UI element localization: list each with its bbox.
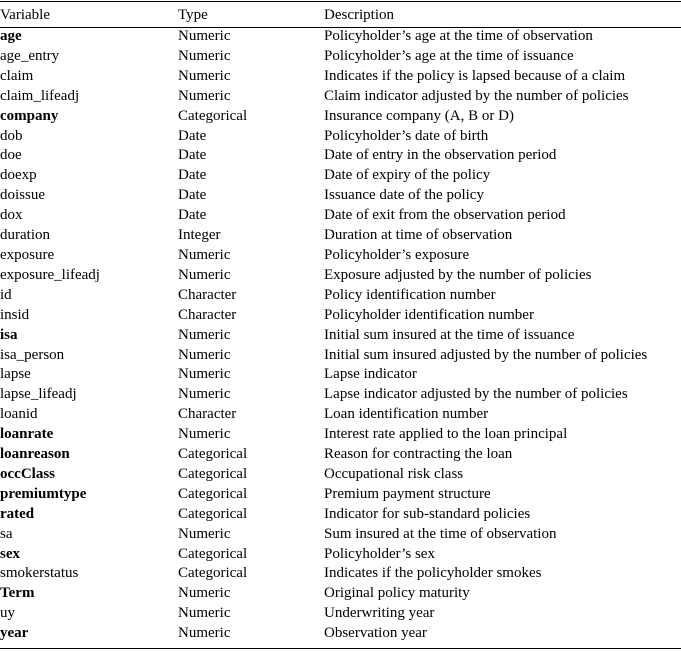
type-cell: Categorical [178, 505, 248, 522]
variable-cell: exposure_lifeadj [0, 266, 100, 283]
variable-cell: year [0, 625, 29, 642]
table-row [0, 246, 681, 266]
type-cell: Numeric [178, 67, 231, 84]
table-row [0, 525, 681, 545]
description-cell: Indicates if the policy is lapsed because of a claim [324, 67, 626, 84]
description-cell: Initial sum insured at the time of issuance [324, 326, 575, 343]
table-row [0, 604, 681, 624]
column-header-type: Type [178, 7, 208, 23]
description-cell: Reason for contracting the loan [324, 446, 513, 463]
table-header-row [0, 3, 681, 27]
description-cell: Date of entry in the observation period [324, 147, 557, 164]
table-row [0, 465, 681, 485]
table-row [0, 67, 681, 87]
variable-cell: doissue [0, 187, 45, 204]
variable-cell: exposure [0, 246, 55, 263]
description-cell: Policyholder’s exposure [324, 246, 470, 263]
variable-cell: occClass [0, 465, 55, 482]
type-cell: Categorical [178, 485, 248, 502]
variable-cell: doexp [0, 167, 37, 184]
type-cell: Numeric [178, 346, 231, 363]
variable-cell: claim_lifeadj [0, 87, 80, 104]
table-row [0, 286, 681, 306]
description-cell: Interest rate applied to the loan principal [324, 426, 568, 443]
description-cell: Policyholder’s age at the time of issuance [324, 47, 574, 64]
table-row [0, 186, 681, 206]
variable-cell: id [0, 286, 12, 303]
description-cell: Policyholder’s date of birth [324, 127, 489, 144]
description-cell: Sum insured at the time of observation [324, 525, 557, 542]
type-cell: Numeric [178, 525, 231, 542]
description-cell: Indicator for sub-standard policies [324, 505, 531, 522]
column-header-description: Description [324, 7, 394, 23]
type-cell: Numeric [178, 366, 231, 383]
table-row [0, 505, 681, 525]
variable-cell: age_entry [0, 47, 60, 64]
variable-cell: lapse_lifeadj [0, 386, 77, 403]
type-cell: Numeric [178, 326, 231, 343]
type-cell: Numeric [178, 266, 231, 283]
type-cell: Categorical [178, 465, 248, 482]
description-cell: Insurance company (A, B or D) [324, 107, 514, 124]
variable-cell: sa [0, 525, 13, 542]
variable-cell: dob [0, 127, 23, 144]
table-row [0, 624, 681, 644]
variable-cell: uy [0, 605, 15, 622]
type-cell: Date [178, 167, 207, 184]
bottom-rule [0, 648, 681, 649]
description-cell: Duration at time of observation [324, 227, 513, 244]
description-cell: Policyholder’s age at the time of observation [324, 28, 593, 44]
table-row [0, 385, 681, 405]
description-cell: Exposure adjusted by the number of policies [324, 266, 592, 283]
table-body [0, 27, 681, 644]
variable-cell: lapse [0, 366, 31, 383]
table-row [0, 405, 681, 425]
type-cell: Date [178, 147, 207, 164]
variable-cell: isa [0, 326, 18, 343]
description-cell: Premium payment structure [324, 485, 491, 502]
table-row [0, 166, 681, 186]
variable-cell: sex [0, 545, 20, 562]
type-cell: Numeric [178, 386, 231, 403]
table-row [0, 226, 681, 246]
table-row [0, 306, 681, 326]
type-cell: Date [178, 187, 207, 204]
variable-cell: company [0, 107, 59, 124]
table-row [0, 425, 681, 445]
description-cell: Issuance date of the policy [324, 187, 484, 204]
variable-cell: loanreason [0, 446, 70, 463]
table-row [0, 266, 681, 286]
type-cell: Numeric [178, 246, 231, 263]
type-cell: Character [178, 286, 237, 303]
description-cell: Underwriting year [324, 605, 435, 622]
table-row [0, 584, 681, 604]
description-cell: Date of exit from the observation period [324, 207, 566, 224]
table-row [0, 545, 681, 565]
table-row [0, 485, 681, 505]
description-cell: Initial sum insured adjusted by the number of policies [324, 346, 648, 363]
type-cell: Numeric [178, 28, 231, 44]
variable-cell: loanrate [0, 426, 54, 443]
table-row [0, 107, 681, 127]
table-row [0, 27, 681, 47]
type-cell: Date [178, 127, 207, 144]
type-cell: Categorical [178, 446, 248, 463]
type-cell: Numeric [178, 426, 231, 443]
variable-cell: age [0, 28, 22, 44]
variable-cell: duration [0, 227, 50, 244]
variables-table [0, 3, 681, 644]
description-cell: Policyholder’s sex [324, 545, 435, 562]
description-cell: Loan identification number [324, 406, 489, 423]
variable-cell: loanid [0, 406, 38, 423]
description-cell: Original policy maturity [324, 585, 470, 602]
variable-cell: claim [0, 67, 34, 84]
table-row [0, 326, 681, 346]
type-cell: Numeric [178, 87, 231, 104]
table-row [0, 47, 681, 67]
description-cell: Occupational risk class [324, 465, 464, 482]
variable-cell: smokerstatus [0, 565, 79, 582]
column-header-variable: Variable [0, 7, 50, 23]
table-row [0, 146, 681, 166]
type-cell: Categorical [178, 545, 248, 562]
table-row [0, 206, 681, 226]
description-cell: Policy identification number [324, 286, 496, 303]
description-cell: Observation year [324, 625, 427, 642]
type-cell: Numeric [178, 605, 231, 622]
variable-cell: Term [0, 585, 35, 602]
description-cell: Claim indicator adjusted by the number of policies [324, 87, 629, 104]
type-cell: Categorical [178, 565, 248, 582]
table-row [0, 564, 681, 584]
type-cell: Integer [178, 227, 221, 244]
description-cell: Indicates if the policyholder smokes [324, 565, 542, 582]
table-row [0, 365, 681, 385]
type-cell: Character [178, 306, 237, 323]
table-row [0, 445, 681, 465]
variable-cell: doe [0, 147, 22, 164]
type-cell: Character [178, 406, 237, 423]
type-cell: Numeric [178, 47, 231, 64]
type-cell: Date [178, 207, 207, 224]
variable-cell: rated [0, 505, 35, 522]
variable-cell: isa_person [0, 346, 65, 363]
variable-cell: insid [0, 306, 30, 323]
description-cell: Lapse indicator adjusted by the number of policies [324, 386, 628, 403]
table-row [0, 127, 681, 147]
type-cell: Numeric [178, 625, 231, 642]
table-row [0, 346, 681, 366]
type-cell: Numeric [178, 585, 231, 602]
description-cell: Lapse indicator [324, 366, 417, 383]
variable-cell: premiumtype [0, 485, 87, 502]
description-cell: Policyholder identification number [324, 306, 534, 323]
description-cell: Date of expiry of the policy [324, 167, 491, 184]
type-cell: Categorical [178, 107, 248, 124]
table-row [0, 87, 681, 107]
variable-cell: dox [0, 207, 23, 224]
